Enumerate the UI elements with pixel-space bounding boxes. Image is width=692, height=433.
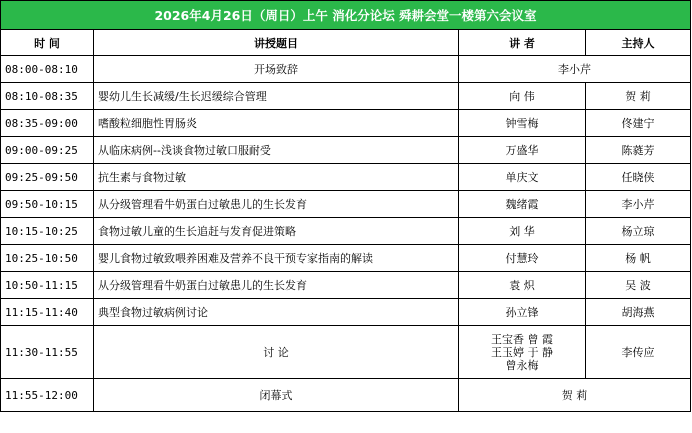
session-topic: 食物过敏儿童的生长追赶与发育促进策略 [94, 218, 459, 245]
session-speaker: 单庆文 [459, 164, 586, 191]
header-topic: 讲授题目 [94, 30, 459, 56]
schedule-title: 2026年4月26日（周日）上午 消化分论坛 舜耕会堂一楼第六会议室 [1, 1, 691, 30]
header-time: 时 间 [1, 30, 94, 56]
table-row [1, 245, 691, 272]
session-speaker: 刘 华 [459, 218, 586, 245]
session-time: 10:50-11:15 [1, 272, 94, 299]
session-time: 09:00-09:25 [1, 137, 94, 164]
session-time: 11:55-12:00 [1, 379, 94, 412]
session-host: 陈蕤芳 [586, 137, 691, 164]
session-speakers [459, 326, 586, 379]
header-row [1, 30, 691, 56]
session-speaker: 万盛华 [459, 137, 586, 164]
session-topic: 婴儿食物过敏致喂养困难及营养不良干预专家指南的解读 [94, 245, 459, 272]
session-time: 09:25-09:50 [1, 164, 94, 191]
table-row [1, 218, 691, 245]
session-host: 李小芹 [586, 191, 691, 218]
session-speaker: 向 伟 [459, 83, 586, 110]
table-row [1, 379, 691, 412]
session-host: 胡海燕 [586, 299, 691, 326]
session-time: 08:35-09:00 [1, 110, 94, 137]
session-host: 任晓侠 [586, 164, 691, 191]
table-row [1, 191, 691, 218]
session-time: 08:00-08:10 [1, 56, 94, 83]
session-speaker: 魏绪霞 [459, 191, 586, 218]
session-host: 杨 帆 [586, 245, 691, 272]
session-time: 08:10-08:35 [1, 83, 94, 110]
session-topic: 嗜酸粒细胞性胃肠炎 [94, 110, 459, 137]
session-topic: 从分级管理看牛奶蛋白过敏患儿的生长发育 [94, 191, 459, 218]
session-topic: 闭幕式 [94, 379, 459, 412]
session-speaker: 贺 莉 [459, 379, 691, 412]
table-row [1, 272, 691, 299]
table-row [1, 326, 691, 379]
session-topic: 开场致辞 [94, 56, 459, 83]
session-topic: 典型食物过敏病例讨论 [94, 299, 459, 326]
session-speaker: 钟雪梅 [459, 110, 586, 137]
session-time: 11:15-11:40 [1, 299, 94, 326]
speaker-line: 曾永梅 [505, 358, 539, 372]
session-topic: 从分级管理看牛奶蛋白过敏患儿的生长发育 [94, 272, 459, 299]
session-speaker: 袁 炽 [459, 272, 586, 299]
table-row [1, 83, 691, 110]
session-speaker: 孙立锋 [459, 299, 586, 326]
session-host: 贺 莉 [586, 83, 691, 110]
session-topic: 从临床病例--浅谈食物过敏口服耐受 [94, 137, 459, 164]
table-row [1, 299, 691, 326]
speaker-line: 王宝香 曾 霞 [491, 332, 553, 346]
session-speaker: 付慧玲 [459, 245, 586, 272]
session-host: 杨立琼 [586, 218, 691, 245]
session-host: 佟建宁 [586, 110, 691, 137]
table-row [1, 137, 691, 164]
table-row [1, 164, 691, 191]
session-host: 李传应 [586, 326, 691, 379]
session-time: 10:15-10:25 [1, 218, 94, 245]
header-speaker: 讲 者 [459, 30, 586, 56]
session-time: 11:30-11:55 [1, 326, 94, 379]
header-host: 主持人 [586, 30, 691, 56]
session-host: 吴 波 [586, 272, 691, 299]
title-row [1, 1, 691, 30]
session-topic: 讨 论 [94, 326, 459, 379]
session-time: 10:25-10:50 [1, 245, 94, 272]
speaker-line: 王玉婷 于 静 [491, 345, 553, 359]
session-speaker: 李小芹 [459, 56, 691, 83]
session-topic: 婴幼儿生长减缓/生长迟缓综合管理 [94, 83, 459, 110]
session-topic: 抗生素与食物过敏 [94, 164, 459, 191]
session-time: 09:50-10:15 [1, 191, 94, 218]
table-row [1, 110, 691, 137]
table-row [1, 56, 691, 83]
